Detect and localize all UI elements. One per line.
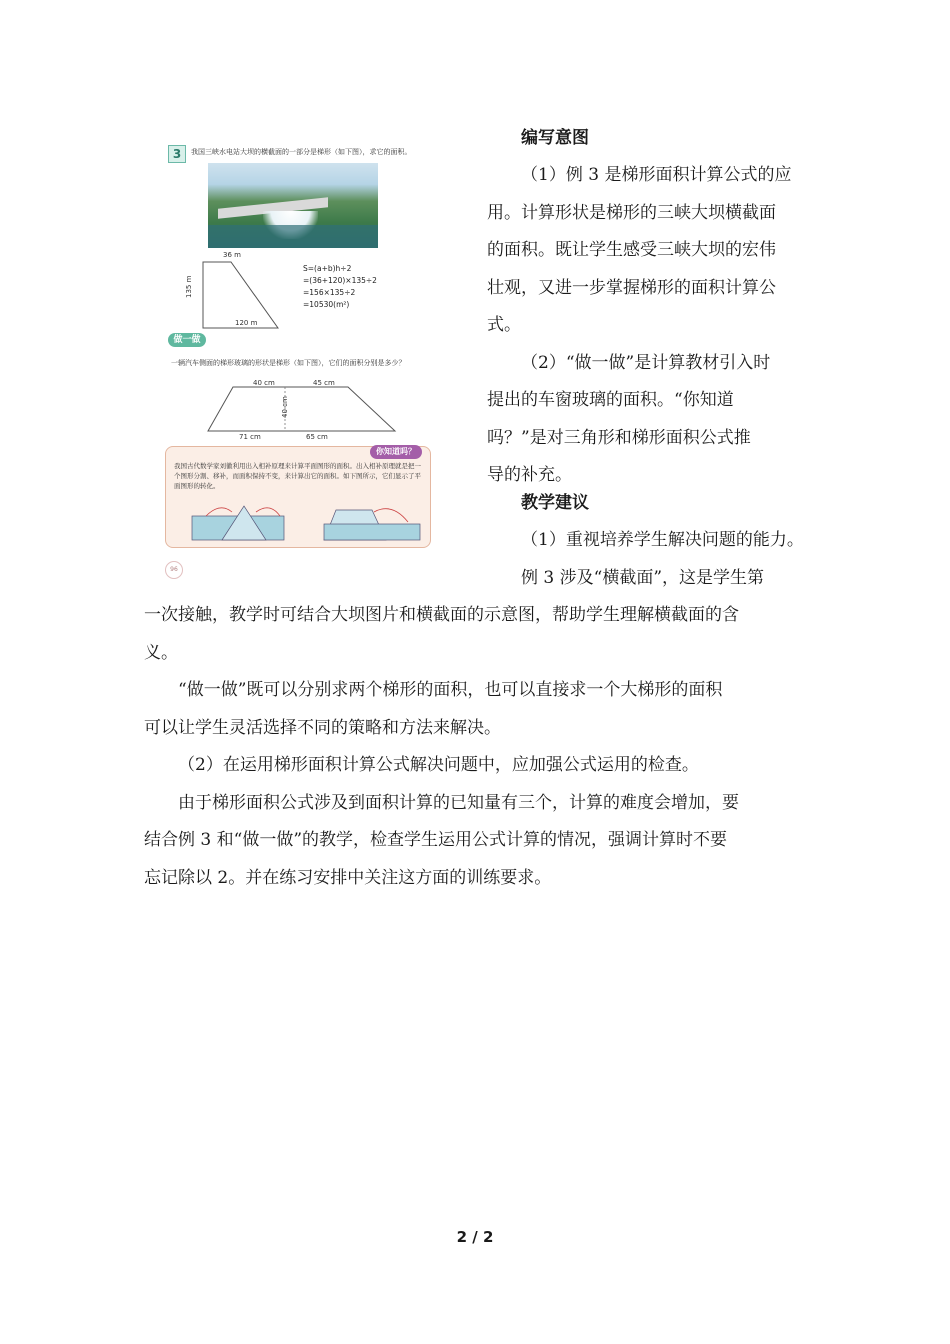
p4-line-3: 义。 — [144, 642, 178, 663]
transformation-diagrams — [186, 502, 426, 544]
area-calculation — [303, 263, 377, 311]
did-you-know-text: 我国古代数学家刘徽利用出入相补原理来计算平面图形的面积。出入相补原理就是把一个图形分割、移补，而面积保持不变，来计算出它的面积。如下图所示，它们显示了平面图形的转化。 — [174, 462, 421, 490]
p7-line-2: 结合例 3 和“做一做”的教学，检查学生运用公式计算的情况，强调计算时不要 — [144, 830, 728, 850]
p1-line-4: 壮观，又进一步掌握梯形的面积计算公 — [487, 277, 776, 298]
page-number-badge: 96 — [165, 561, 183, 579]
did-you-know-title: 你知道吗？ — [370, 445, 422, 459]
window-trapezoid-diagram — [163, 375, 433, 445]
doyi-label: 做一做 — [168, 333, 206, 347]
p7-line-1: 由于梯形面积公式涉及到面积计算的已知量有三个，计算的难度会增加，要 — [178, 792, 739, 813]
trap2-bottom-right-label: 65 cm — [306, 433, 328, 441]
trap2-bottom-left-label: 71 cm — [239, 433, 261, 441]
dam-trapezoid-diagram — [163, 248, 303, 333]
dam-photo — [208, 163, 378, 248]
p2-line-4: 导的补充。 — [487, 465, 572, 485]
trap1-height-label: 135 m — [185, 275, 193, 298]
p5-line-1: “做一做”既可以分别求两个梯形的面积，也可以直接求一个大梯形的面积 — [178, 680, 723, 700]
trap2-top-left-label: 40 cm — [253, 379, 275, 387]
calc-line-4: =10530(m²) — [303, 300, 350, 309]
p3-line: （1）重视培养学生解决问题的能力。 — [521, 530, 804, 550]
doyi-text: 一辆汽车侧面的梯形玻璃的形状是梯形（如下图），它们的面积分别是多少？ — [171, 359, 406, 367]
water — [208, 225, 378, 248]
paragraph-1 — [487, 157, 791, 495]
trap1-bottom-label: 120 m — [235, 319, 258, 327]
page-footer: 2 / 2 — [456, 1228, 494, 1246]
trap2-top-right-label: 45 cm — [313, 379, 335, 387]
p4-line-1: 例 3 涉及“横截面”，这是学生第 — [521, 568, 765, 588]
heading-writing-intent: 编写意图 — [521, 128, 589, 148]
p1-line-1: （1）例 3 是梯形面积计算公式的应 — [521, 165, 792, 185]
p5-line-2: 可以让学生灵活选择不同的策略和方法来解决。 — [144, 717, 501, 738]
example-number-badge: 3 — [168, 145, 186, 163]
heading-teaching-suggestions: 教学建议 — [521, 493, 589, 513]
p6-line: （2）在运用梯形面积计算公式解决问题中，应加强公式运用的检查。 — [178, 755, 699, 775]
p1-line-5: 式。 — [487, 315, 521, 335]
did-you-know-box — [165, 446, 431, 548]
example-text: 我国三峡水电站大坝的横截面的一部分是梯形（如下图），求它的面积。 — [191, 148, 412, 156]
p1-line-3: 的面积。既让学生感受三峡大坝的宏伟 — [487, 240, 776, 260]
p1-line-2: 用。计算形状是梯形的三峡大坝横截面 — [487, 202, 776, 223]
calc-line-3: =156×135÷2 — [303, 288, 356, 297]
p7-line-3: 忘记除以 2。并在练习安排中关注这方面的训练要求。 — [144, 867, 552, 888]
p2-line-1: （2）“做一做”是计算教材引入时 — [521, 352, 771, 373]
p2-line-2: 提出的车窗玻璃的面积。“你知道 — [487, 390, 734, 410]
calc-line-2: =(36+120)×135÷2 — [303, 276, 377, 285]
full-width-body — [144, 597, 739, 897]
textbook-figure — [163, 143, 438, 583]
calc-line-1: S=(a+b)h÷2 — [303, 264, 352, 273]
p4-line-2: 一次接触，教学时可结合大坝图片和横截面的示意图，帮助学生理解横截面的含 — [144, 605, 739, 625]
trap2-height-label: 40 cm — [281, 396, 289, 418]
p2-line-3: 吗？”是对三角形和梯形面积公式推 — [487, 427, 751, 448]
trap1-top-label: 36 m — [223, 251, 241, 259]
